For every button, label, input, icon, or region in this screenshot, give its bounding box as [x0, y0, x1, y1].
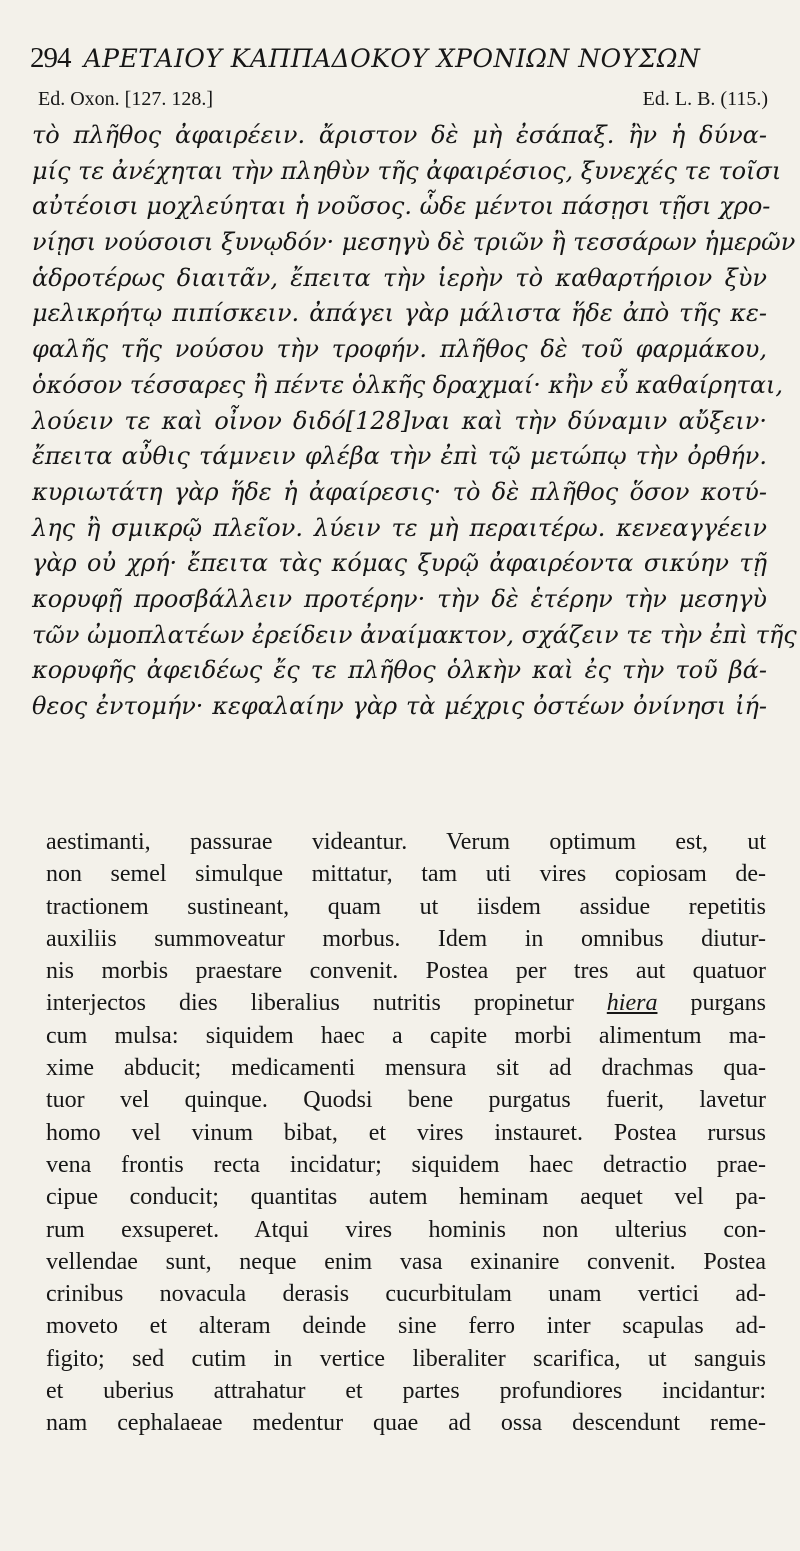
- greek-line: λης ἢ σμικρῷ πλεῖον. λύειν τε μὴ περαιτέρω. κενεαγγέειν: [32, 513, 767, 542]
- latin-line: tuor vel quinque. Quodsi bene purgatus fuerit, lavetur: [46, 1087, 766, 1114]
- greek-line: λούειν τε καὶ οἶνον διδό[128]ναι καὶ τὴν δύναμιν αὔξειν·: [32, 406, 767, 435]
- latin-line: figito; sed cutim in vertice liberaliter scarifica, ut sanguis: [46, 1345, 766, 1372]
- latin-line: vena frontis recta incidatur; siquidem haec detractio prae-: [46, 1151, 766, 1178]
- greek-line: ὁκόσον τέσσαρες ἢ πέντε ὁλκῆς δραχμαί· κἢν εὖ καθαίρηται,: [32, 370, 783, 399]
- greek-line: μελικρήτῳ πιπίσκειν. ἀπάγει γὰρ μάλιστα ἥδε ἀπὸ τῆς κε-: [32, 299, 767, 328]
- edition-oxford-ref: Ed. Oxon. [127. 128.]: [38, 88, 213, 110]
- latin-line: nam cephalaeae medentur quae ad ossa descendunt reme-: [46, 1410, 766, 1437]
- greek-line: τὸ πλῆθος ἀφαιρέειν. ἄριστον δὲ μὴ ἐσάπαξ. ἢν ἡ δύνα-: [32, 121, 767, 149]
- latin-line: nis morbis praestare convenit. Postea per tres aut quatuor: [46, 958, 766, 985]
- latin-translation-block: [46, 826, 766, 1531]
- latin-line: cipue conducit; quantitas autem heminam aequet vel pa-: [46, 1184, 766, 1211]
- page-number: 294: [30, 42, 71, 74]
- latin-line: non semel simulque mittatur, tam uti vires copiosam de-: [46, 861, 766, 888]
- italic-term: hiera: [606, 990, 658, 1017]
- greek-line: μίς τε ἀνέχηται τὴν πληθὺν τῆς ἀφαιρέσιος, ξυνεχές τε τοῖσι: [32, 156, 782, 185]
- latin-line: et uberius attrahatur et partes profundiores incidantur:: [46, 1378, 766, 1405]
- latin-line: tractionem sustineant, quam ut iisdem assidue repetitis: [46, 893, 766, 920]
- greek-line: ἁδροτέρως διαιτᾶν, ἔπειτα τὴν ἱερὴν τὸ καθαρτήριον ξὺν: [32, 263, 767, 292]
- greek-line: φαλῆς τῆς νούσου τὴν τροφήν. πλῆθος δὲ τοῦ φαρμάκου,: [32, 335, 767, 364]
- greek-line: θεος ἐντομήν· κεφαλαίην γὰρ τὰ μέχρις ὀστέων ὀνίνησι ἰή-: [32, 692, 767, 720]
- latin-line: moveto et alteram deinde sine ferro inter scapulas ad-: [46, 1313, 766, 1340]
- latin-line-with-italic: [46, 987, 766, 1019]
- greek-text-block: [32, 118, 797, 778]
- latin-line: rum exsuperet. Atqui vires hominis non ulterius con-: [46, 1216, 766, 1243]
- latin-line: xime abducit; medicamenti mensura sit ad drachmas qua-: [46, 1055, 766, 1082]
- greek-line: νίῃσι νούσοισι ξυνῳδόν· μεσηγὺ δὲ τριῶν ἢ τεσσάρων ἡμερῶν: [32, 228, 796, 257]
- latin-line-text: interjectos dies liberalius nutritis propinetur: [46, 990, 574, 1017]
- latin-line: cum mulsa: siquidem haec a capite morbi alimentum ma-: [46, 1022, 766, 1049]
- greek-line: κυριωτάτη γὰρ ἥδε ἡ ἀφαίρεσις· τὸ δὲ πλῆθος ὅσον κοτύ-: [32, 477, 767, 506]
- edition-leiden-ref: Ed. L. B. (115.): [642, 88, 768, 110]
- greek-line: κορυφῆς ἀφειδέως ἔς τε πλῆθος ὁλκὴν καὶ ἐς τὴν τοῦ βά-: [32, 656, 767, 685]
- greek-line: γὰρ οὐ χρή· ἔπειτα τὰς κόμας ξυρῷ ἀφαιρέοντα σικύην τῇ: [32, 549, 767, 578]
- latin-line: vellendae sunt, neque enim vasa exinanire convenit. Postea: [46, 1248, 766, 1275]
- greek-line: τῶν ὠμοπλατέων ἐρείδειν ἀναίμακτον, σχάζειν τε τὴν ἐπὶ τῆς: [32, 620, 797, 649]
- greek-line: αὐτέοισι μοχλεύηται ἡ νοῦσος. ὧδε μέντοι πάσῃσι τῇσι χρο-: [32, 192, 771, 221]
- running-title: ΑΡΕΤΑΙΟΥ ΚΑΠΠΑΔΟΚΟΥ ΧΡΟΝΙΩΝ ΝΟΥΣΩΝ: [83, 44, 701, 73]
- greek-line: κορυφῇ προσβάλλειν προτέρην· τὴν δὲ ἑτέρην τὴν μεσηγὺ: [32, 584, 767, 613]
- edition-references: [38, 88, 768, 116]
- latin-line: auxiliis summoveatur morbus. Idem in omnibus diutur-: [46, 925, 766, 952]
- latin-line-tail: purgans: [690, 990, 767, 1017]
- latin-line: crinibus novacula derasis cucurbitulam unam vertici ad-: [46, 1281, 766, 1308]
- latin-line: homo vel vinum bibat, et vires instauret. Postea rursus: [46, 1119, 766, 1146]
- running-head: [30, 42, 770, 78]
- greek-line: ἔπειτα αὖθις τάμνειν φλέβα τὴν ἐπὶ τῷ μετώπῳ τὴν ὀρθήν.: [32, 442, 767, 471]
- latin-line: aestimanti, passurae videantur. Verum optimum est, ut: [46, 829, 766, 855]
